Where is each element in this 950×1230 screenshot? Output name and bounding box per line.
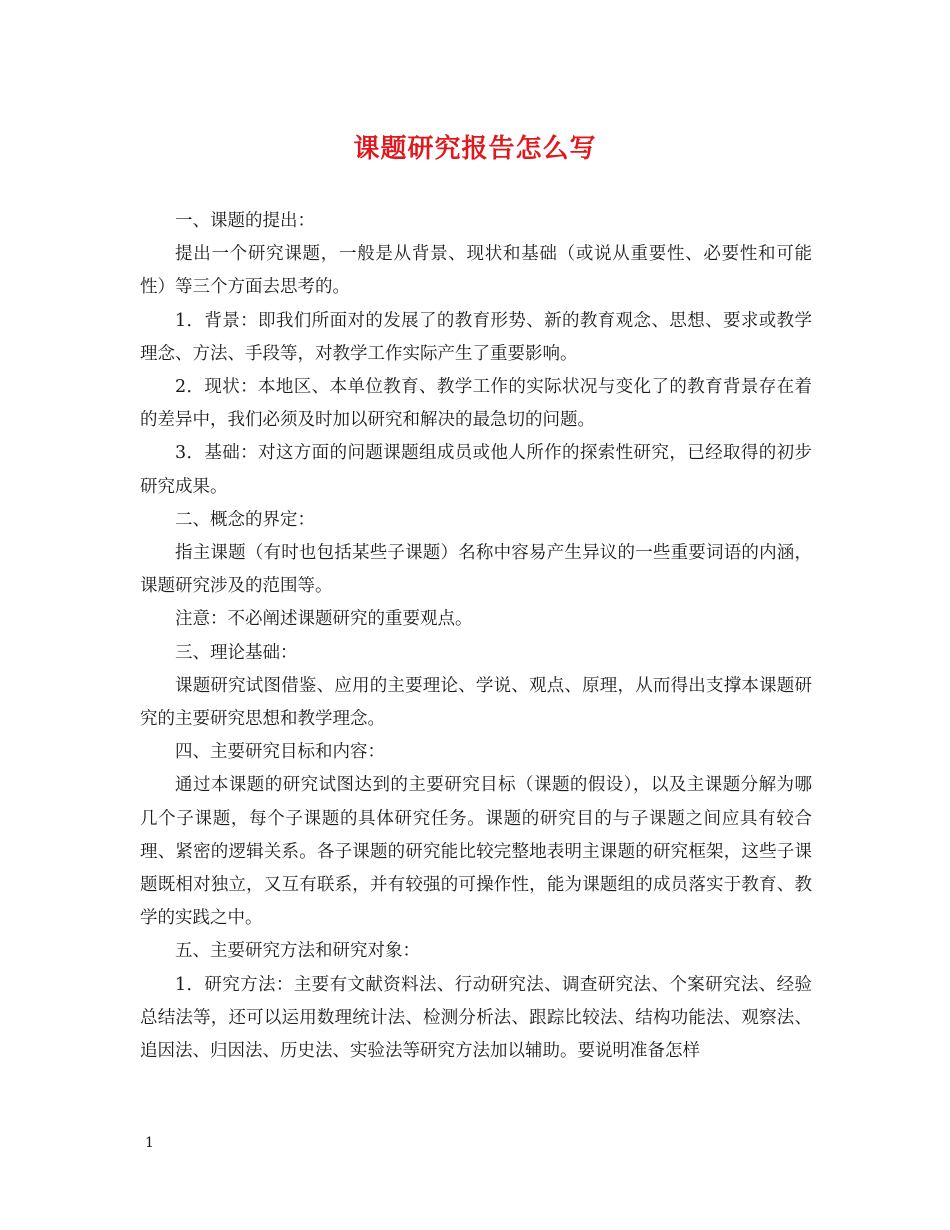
paragraph: 注意：不必阐述课题研究的重要观点。 [175, 609, 473, 630]
section-heading-3: 三、理论基础： [175, 642, 298, 663]
paragraph: 1．研究方法：主要有文献资料法、行动研究法、调查研究法、个案研究法、经验总结法等，还可以运用数理统计法、检测分析法、跟踪比较法、结构功能法、观察法、追因法、归因法、历史法、实验法等研究方法加以辅助。要说明准备怎样 [140, 974, 812, 1062]
document-body [140, 205, 812, 1068]
paragraph: 3．基础：对这方面的问题课题组成员或他人所作的探索性研究，已经取得的初步研究成果。 [140, 443, 812, 497]
paragraph: 指主课题（有时也包括某些子课题）名称中容易产生异议的一些重要词语的内涵，课题研究涉及的范围等。 [140, 543, 812, 597]
section-heading-2: 二、概念的界定： [175, 509, 315, 530]
paragraph: 1．背景：即我们所面对的发展了的教育形势、新的教育观念、思想、要求或教学理念、方法、手段等，对教学工作实际产生了重要影响。 [140, 310, 812, 364]
section-heading-1: 一、课题的提出： [175, 211, 315, 231]
section-heading-4: 四、主要研究目标和内容： [175, 742, 385, 763]
paragraph: 课题研究试图借鉴、应用的主要理论、学说、观点、原理，从而得出支撑本课题研究的主要研究思想和教学理念。 [140, 675, 812, 730]
paragraph: 通过本课题的研究试图达到的主要研究目标（课题的假设），以及主课题分解为哪几个子课题，每个子课题的具体研究任务。课题的研究目的与子课题之间应具有较合理、紧密的逻辑关系。各子课题的研究能比较完整地表明主课题的研究框架，这些子课题既相对独立，又互有联系，并有较强的可操作性，能为课题组的成员落实于教育、教学的实践之中。 [140, 775, 812, 929]
section-heading-5: 五、主要研究方法和研究对象： [175, 941, 420, 962]
paragraph: 2．现状：本地区、本单位教育、教学工作的实际状况与变化了的教育背景存在着的差异中，我们必须及时加以研究和解决的最急切的问题。 [140, 377, 812, 431]
document-title: 课题研究报告怎么写 [353, 134, 597, 164]
page-number: 1 [145, 1135, 154, 1151]
paragraph: 提出一个研究课题，一般是从背景、现状和基础（或说从重要性、必要性和可能性）等三个方面去思考的。 [140, 244, 812, 298]
